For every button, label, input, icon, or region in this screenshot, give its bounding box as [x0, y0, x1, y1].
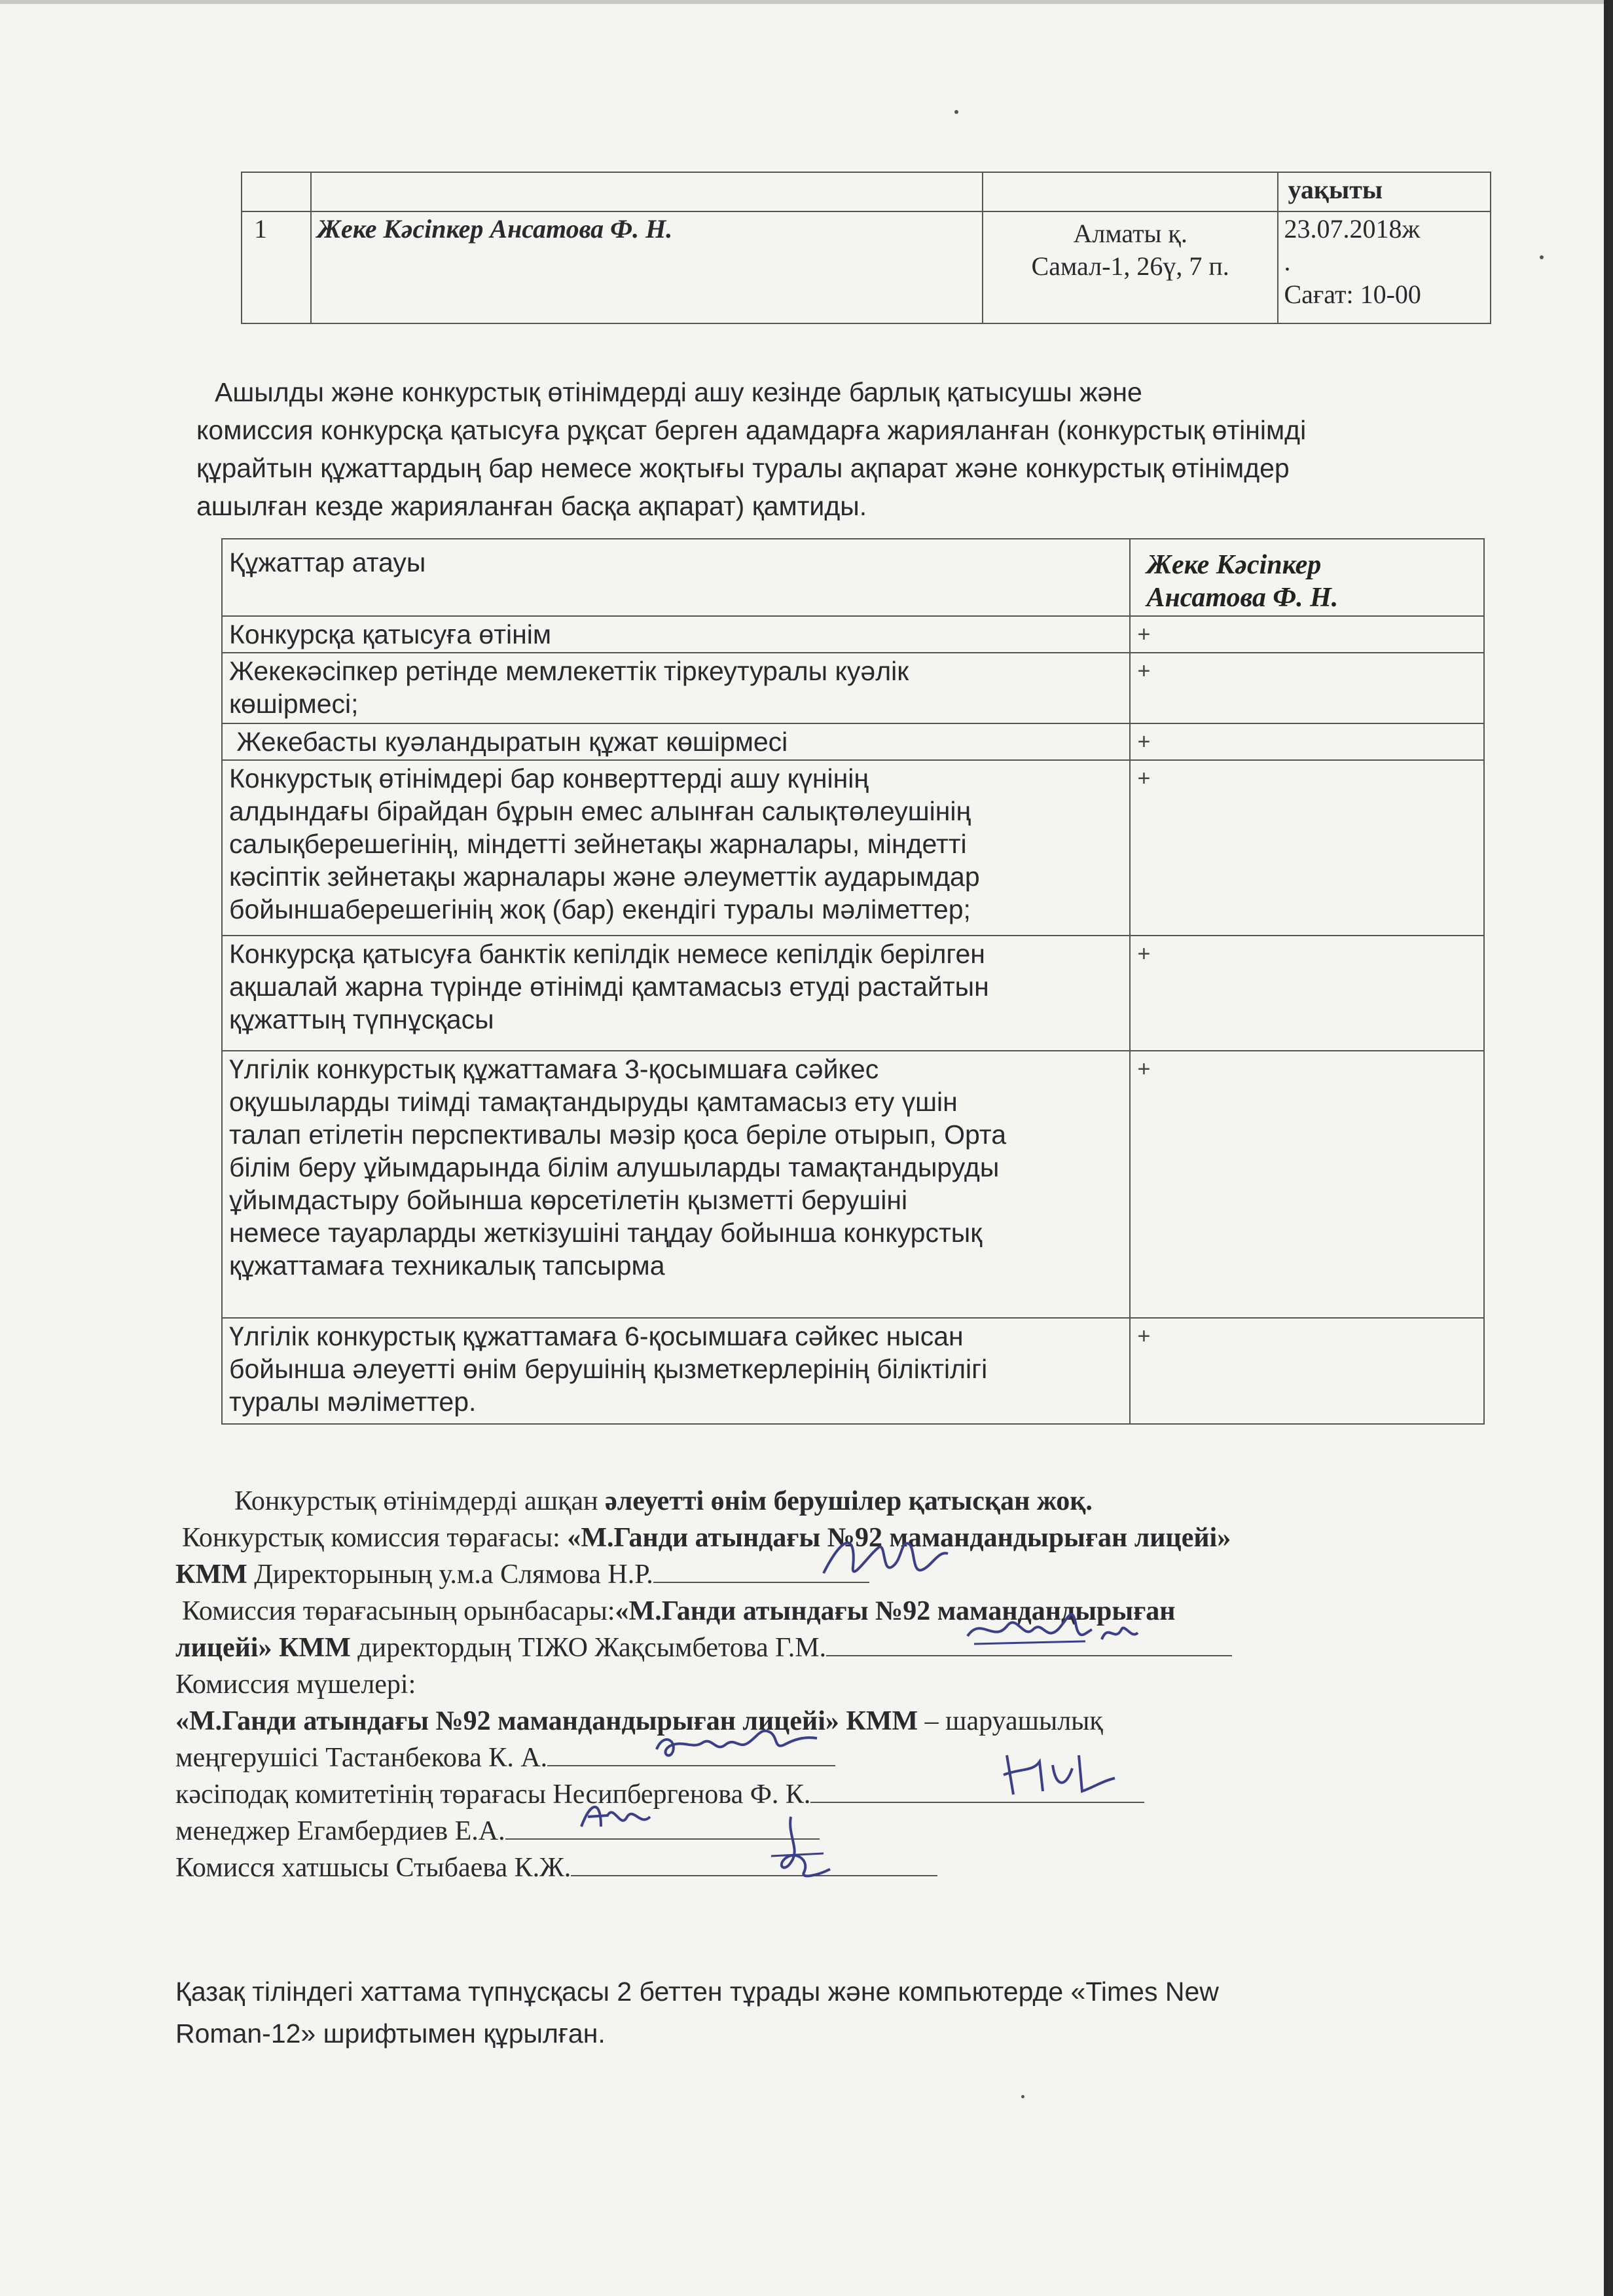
documents-header-participant: Жеке Кәсіпкер Ансатова Ф. Н. [1130, 539, 1484, 616]
footer-note: Қазақ тіліндегі хаттама түпнұсқасы 2 беттен тұрады және компьютерде «Times New Roman-12» шрифтымен құрылған. [175, 1977, 1219, 2049]
member-line: «М.Ганди атындағы №92 мамандандырыған лицейі» КММ – шаруашылық [175, 1706, 1103, 1736]
intro-paragraph: Ашылды және конкурстық өтінімдерді ашу кезінде барлық қатысушы және комиссия конкурсқа қатысуға рұқсат берген адамдарға жарияланған (конкурстық өтінімді құрайтын құжаттардың бар немесе жоқтығы туралы ақпарат және конкурстық өтінімдер ашылған кезде жарияланған басқа ақпарат) қамтиды. [196, 377, 1307, 521]
member-name-line: кәсіподақ комитетінің төрағасы Несипбергенова Ф. К. [175, 1776, 1517, 1813]
participant-name: Жеке Кәсіпкер Ансатова Ф. Н. [311, 211, 983, 323]
documents-table-header [222, 539, 1484, 616]
member-name-line: меңгерушісі Тастанбекова К. А. [175, 1740, 1517, 1776]
member-signature-tastanbekova [647, 1713, 830, 1772]
commission-block [175, 1483, 1517, 1886]
page-top-edge [0, 0, 1613, 4]
table-row: Үлгілік конкурстық құжаттамаға 6-қосымшаға сәйкес нысан бойынша әлеуетті өнім берушінің қызметкерлерінің біліктілігі туралы мәліметтер. + [222, 1318, 1484, 1424]
presence-mark: + [1130, 936, 1484, 1051]
secretary-line: Комисся хатшысы Стыбаева К.Ж. [175, 1850, 1517, 1886]
chairman-signature [817, 1527, 968, 1593]
chairman-line: Конкурстық комиссия төрағасы: «М.Ганди атындағы №92 мамандандырыған лицейі» [182, 1523, 1231, 1553]
presence-mark: + [1130, 1318, 1484, 1424]
vice-chairman-signature [961, 1603, 1157, 1662]
presence-mark: + [1130, 760, 1484, 936]
participant-address: Алматы қ. Самал-1, 26ү, 7 п. [983, 211, 1278, 323]
table-row: Конкурсқа қатысуға банктік кепілдік немесе кепілдік берілген ақшалай жарна түрінде өтінімді қамтамасыз етуді растайтын құжаттың түпнұсқасы + [222, 936, 1484, 1051]
scan-speck [1021, 2095, 1024, 2098]
member-signature-egamberdiev [575, 1791, 660, 1843]
vice-chairman-name-line: лицейі» КММ директордың ТІЖО Жақсымбетова Г.М. [175, 1630, 1517, 1666]
participants-table-header-row [242, 172, 1491, 211]
participants-table-row [242, 211, 1491, 323]
scan-speck [954, 110, 958, 114]
table-row: Конкурстық өтінімдері бар конверттерді ашу күнінің алдындағы бірайдан бұрын емес алынған салықтөлеушінің салықберешегінің, міндетті зейнетақы жарналары, міндетті кәсіптік зейнетақы жарналары және әлеуметтік аударымдар бойыншаберешегінің жоқ (бар) екендігі туралы мәліметтер; + [222, 760, 1484, 936]
table-row: Жекекәсіпкер ретінде мемлекеттік тіркеутуралы куәлік көшірмесі; + [222, 653, 1484, 723]
members-heading: Комиссия мүшелері: [175, 1669, 416, 1700]
documents-table [221, 538, 1485, 1425]
participants-table [241, 172, 1491, 324]
vice-chairman-line: Комиссия төрағасының орынбасары:«М.Ганди атындағы №92 мамандандырыған [182, 1596, 1176, 1626]
presence-mark: + [1130, 653, 1484, 723]
documents-header-name: Құжаттар атауы [222, 539, 1130, 616]
table-row: Жекебасты куәландыратын құжат көшірмесі + [222, 723, 1484, 760]
presence-mark: + [1130, 1051, 1484, 1318]
table-row: Конкурсқа қатысуға өтінім + [222, 616, 1484, 653]
scan-edge [1604, 0, 1613, 2296]
presence-mark: + [1130, 616, 1484, 653]
chairman-name-line: КММ Директорының у.м.а Слямова Н.Р. [175, 1556, 1517, 1593]
secretary-signature [752, 1810, 856, 1889]
time-column-header: уақыты [1278, 172, 1491, 211]
result-statement: Конкурстық өтінімдерді ашқан әлеуетті өнім берушілер қатысқан жоқ. [234, 1486, 1093, 1516]
table-row: Үлгілік конкурстық құжаттамаға 3-қосымшаға сәйкес оқушыларды тиімді тамақтандыруды қамтамасыз ету үшін талап етілетін перспективалы мәзір қоса беріле отырып, Орта білім беру ұйымдарында білім алушыларды тамақтандыруды ұйымдастыру бойынша көрсетілетін қызметті берушіні немесе тауарларды жеткізушіні таңдау бойынша конкурстық құжаттамаға техникалық тапсырма + [222, 1051, 1484, 1318]
member-name-line: менеджер Егамбердиев Е.А. [175, 1813, 1517, 1850]
presence-mark: + [1130, 723, 1484, 760]
member-signature-nesipbergenova [994, 1742, 1125, 1808]
scan-speck [1540, 255, 1544, 259]
submission-datetime: 23.07.2018ж . Сағат: 10-00 [1278, 211, 1491, 323]
row-number: 1 [242, 211, 311, 323]
